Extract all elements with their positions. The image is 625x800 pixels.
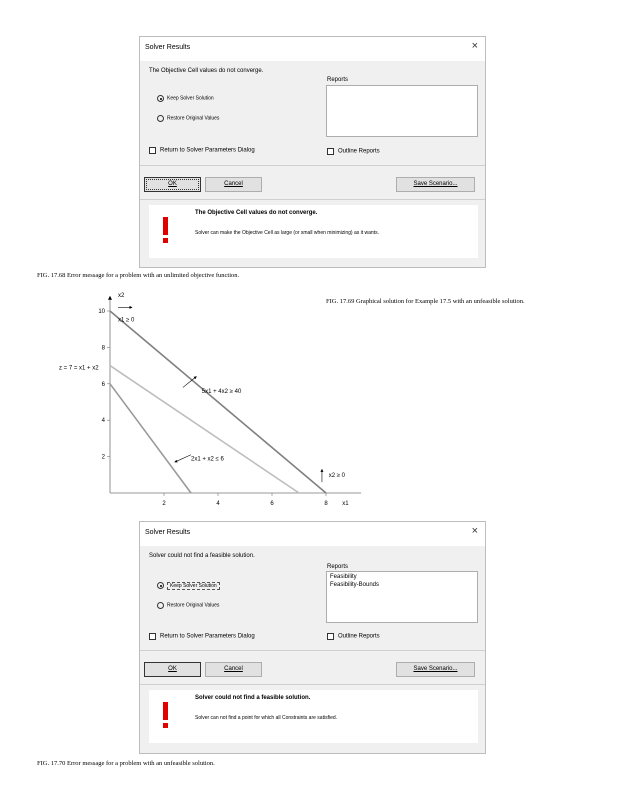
divider xyxy=(140,684,485,685)
info-panel xyxy=(149,205,478,258)
close-icon[interactable]: × xyxy=(471,40,478,52)
figure-caption-69: FIG. 17.69 Graphical solution for Example 17.5 with an unfeasible solution. xyxy=(326,298,525,305)
info-body: Solver can make the Objective Cell as large (or small when minimizing) as it wants. xyxy=(195,230,379,236)
alert-icon-dot xyxy=(163,723,168,728)
info-body: Solver can not find a point for which all Constraints are satisfied. xyxy=(195,715,338,721)
dialog-title: Solver Results xyxy=(145,44,191,51)
report-item-feasibility[interactable]: Feasibility xyxy=(330,574,357,580)
figure-caption-68: FIG. 17.68 Error message for a problem with an unlimited objective function. xyxy=(37,272,240,279)
info-heading: The Objective Cell values do not converge. xyxy=(195,210,318,216)
annotation-x2-nonneg: x2 ≥ 0 xyxy=(328,472,346,479)
reports-listbox[interactable] xyxy=(326,571,478,623)
annotation-c2: 2x1 + x2 ≤ 6 xyxy=(191,456,224,463)
return-to-parameters-checkbox[interactable]: Return to Solver Parameters Dialog xyxy=(149,633,255,640)
radio-keep-solution[interactable]: Keep Solver Solution xyxy=(157,95,214,102)
figure-caption-70: FIG. 17.70 Error message for a problem with an unfeasible solution. xyxy=(37,760,215,767)
radio-unselected-icon xyxy=(157,602,164,609)
y-tick-label: 4 xyxy=(101,418,105,425)
status-message: Solver could not find a feasible solution. xyxy=(149,553,255,559)
reports-listbox[interactable] xyxy=(326,85,478,137)
solver-results-dialog-1 xyxy=(139,36,486,268)
save-scenario-button[interactable]: Save Scenario... xyxy=(396,662,475,677)
checkbox-icon xyxy=(327,148,334,155)
checkbox-icon xyxy=(149,633,156,640)
divider xyxy=(140,165,485,166)
radio-keep-solution[interactable]: Keep Solver Solution xyxy=(157,582,220,589)
alert-icon xyxy=(163,217,168,235)
radio-selected-icon xyxy=(157,582,164,589)
cancel-button[interactable]: Cancel xyxy=(205,662,262,677)
outline-reports-checkbox[interactable]: Outline Reports xyxy=(327,633,380,640)
radio-unselected-icon xyxy=(157,115,164,122)
ok-button[interactable]: OK xyxy=(144,662,201,677)
annotation-z: z = 7 = x1 + x2 xyxy=(59,365,99,372)
x-tick-label: 2 xyxy=(162,501,166,507)
y-tick-label: 6 xyxy=(101,381,105,388)
x-tick-label: 6 xyxy=(270,501,274,507)
divider xyxy=(140,650,485,651)
report-item-feasibility-bounds[interactable]: Feasibility-Bounds xyxy=(330,582,380,588)
y-tick-label: 10 xyxy=(98,309,105,315)
save-scenario-button[interactable]: Save Scenario... xyxy=(396,177,475,192)
series-line xyxy=(110,366,299,493)
dialog-titlebar xyxy=(140,37,485,61)
annotation-x1-nonneg: x1 ≥ 0 xyxy=(118,317,135,324)
checkbox-icon xyxy=(327,633,334,640)
annotation-c1: 5x1 + 4x2 ≥ 40 xyxy=(201,388,242,395)
y-tick-label: 8 xyxy=(101,345,105,352)
return-to-parameters-checkbox[interactable]: Return to Solver Parameters Dialog xyxy=(149,147,255,154)
dialog-title: Solver Results xyxy=(145,529,191,536)
reports-label: Reports xyxy=(327,564,349,570)
x-tick-label: 4 xyxy=(216,501,220,507)
alert-icon xyxy=(163,702,168,720)
alert-icon-dot xyxy=(163,238,168,243)
solver-results-dialog-2 xyxy=(139,521,486,754)
ok-button[interactable]: OK xyxy=(144,177,201,192)
outline-reports-checkbox[interactable]: Outline Reports xyxy=(327,148,380,155)
constraint-arrow xyxy=(175,455,191,462)
graphical-solution-chart xyxy=(55,292,349,513)
divider xyxy=(140,199,485,200)
status-message: The Objective Cell values do not converge. xyxy=(149,68,264,74)
y-axis-label: x2 xyxy=(118,292,125,299)
series-line xyxy=(110,384,191,493)
cancel-button[interactable]: Cancel xyxy=(205,177,262,192)
dialog-titlebar xyxy=(140,522,485,546)
x-axis-label: x1 xyxy=(342,501,349,507)
radio-restore-values[interactable]: Restore Original Values xyxy=(157,602,219,609)
y-tick-label: 2 xyxy=(101,454,105,461)
close-icon[interactable]: × xyxy=(471,525,478,537)
series-line xyxy=(110,311,326,493)
info-panel xyxy=(149,690,478,743)
radio-selected-icon xyxy=(157,95,164,102)
radio-restore-values[interactable]: Restore Original Values xyxy=(157,115,219,122)
x-tick-label: 8 xyxy=(324,501,328,507)
reports-label: Reports xyxy=(327,77,349,83)
checkbox-icon xyxy=(149,147,156,154)
info-heading: Solver could not find a feasible solution. xyxy=(195,695,311,701)
